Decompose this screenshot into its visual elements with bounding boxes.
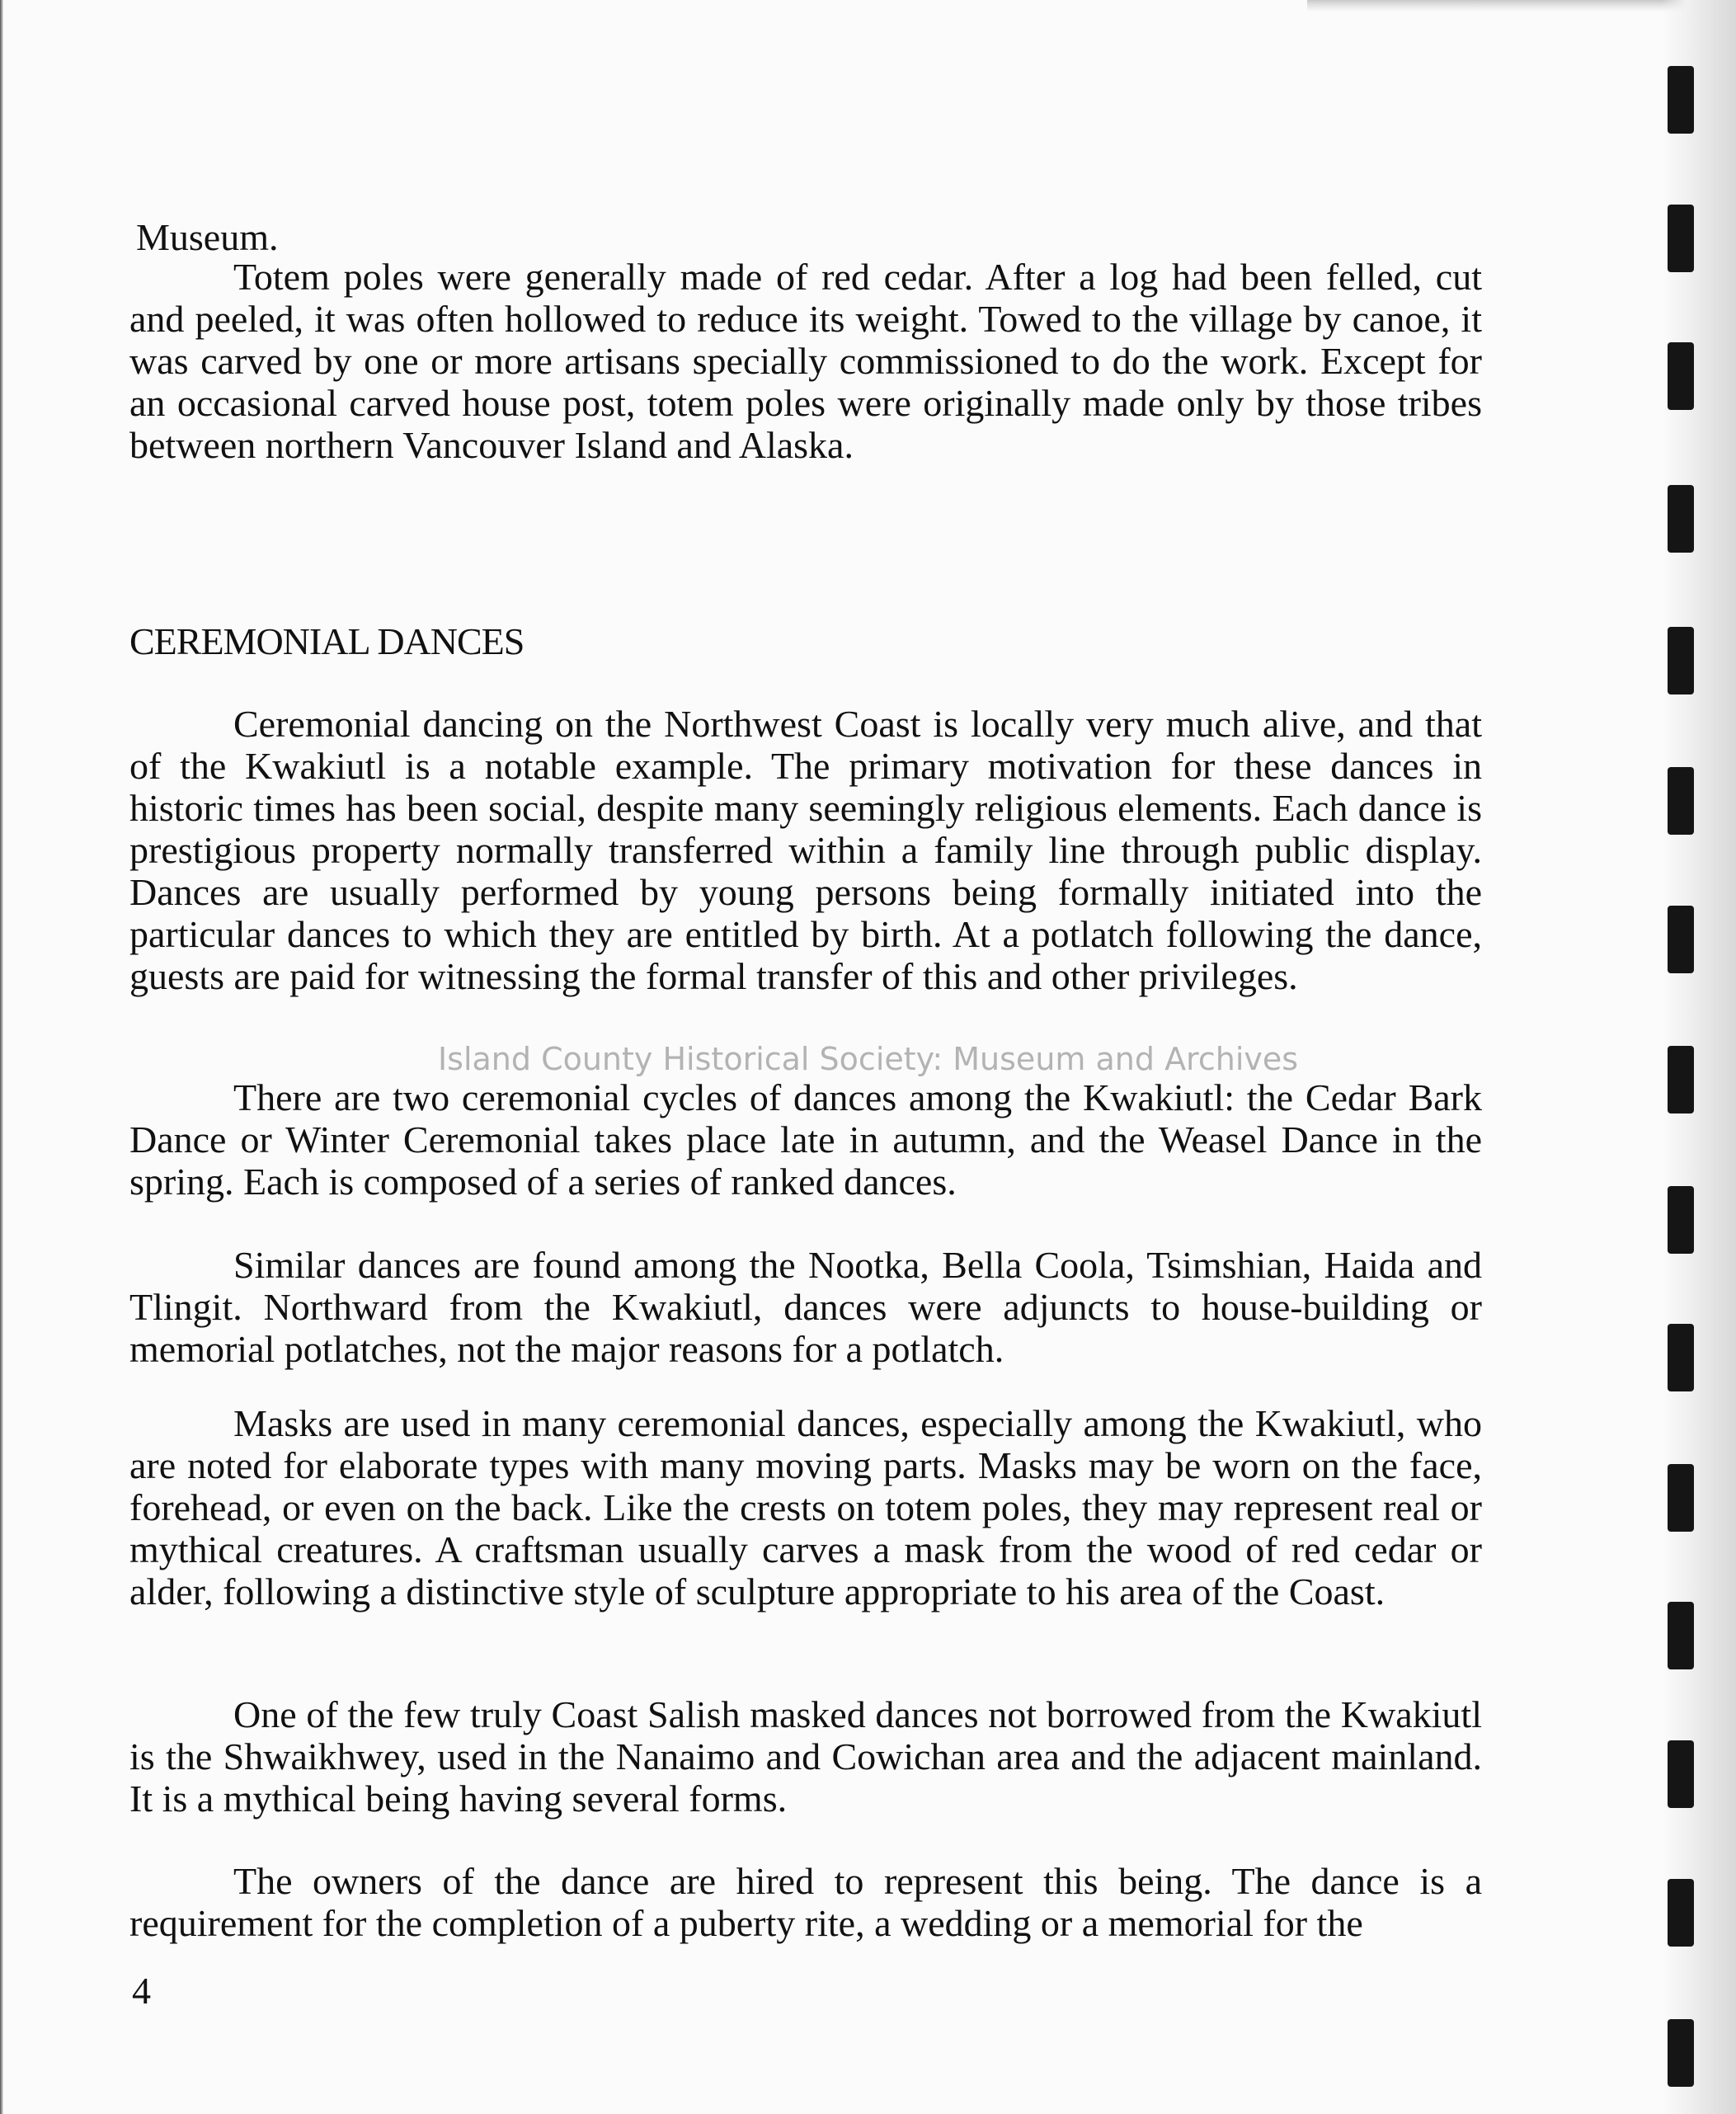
binding-hole [1668,2019,1694,2087]
continued-text: Museum. [136,216,279,258]
binding-hole [1668,1602,1694,1669]
binding-hole [1668,1186,1694,1254]
binding-hole [1668,1324,1694,1391]
paragraph: Masks are used in many ceremonial dances, especially among the Kwakiutl, who are noted for elaborate types with many moving parts. Masks may be worn on the face, forehead, or even on the back. Like the crests on totem poles, they may represent real or mythical creatures. A craftsman usually carves a mask from the wood of red cedar or alder, following a distinctive style of sculpture appropriate to his area of the Coast. [129,1402,1482,1613]
paragraph-totem-poles: Totem poles were generally made of red cedar. After a log had been felled, cut and peeled, it was often hollowed to reduce its weight. Towed to the village by canoe, it was carved by one or more artisans specially commissioned to do the work. Except for an occasional carved house post, totem poles were originally made only by those tribes between northern Vancouver Island and Alaska. [129,256,1482,466]
paragraph: Similar dances are found among the Nootka, Bella Coola, Tsimshian, Haida and Tlingit. Northward from the Kwakiutl, dances were adjuncts to house-building or memorial potlatches, not the major reasons for a potlatch. [129,1244,1482,1370]
binding-hole [1668,767,1694,835]
paragraph: The owners of the dance are hired to represent this being. The dance is a requirement for the completion of a puberty rite, a wedding or a memorial for the [129,1860,1482,1944]
page-number: 4 [132,1970,151,2012]
watermark: Island County Historical Society: Museum and Archives [437,1041,1299,1077]
paragraph: Ceremonial dancing on the Northwest Coast is locally very much alive, and that of the Kwakiutl is a notable example. The primary motivation for these dances in historic times has been social, despite many seemingly religious elements. Each dance is prestigious property normally transferred within a family line through public display. Dances are usually performed by young persons being formally initiated into the particular dances to which they are entitled by birth. At a potlatch following the dance, guests are paid for witnessing the formal transfer of this and other privileges. [129,703,1482,997]
binding-hole [1668,1740,1694,1808]
binding-hole [1668,906,1694,973]
binding-hole [1668,342,1694,410]
binding-hole [1668,66,1694,134]
section-heading: CEREMONIAL DANCES [129,620,525,662]
binding-hole [1668,1879,1694,1947]
binding-hole [1668,1464,1694,1532]
binding-hole [1668,485,1694,553]
paragraph: There are two ceremonial cycles of dances among the Kwakiutl: the Cedar Bark Dance or Winter Ceremonial takes place late in autumn, and the Weasel Dance in the spring. Each is composed of a series of ranked dances. [129,1076,1482,1203]
binding-hole [1668,627,1694,694]
paragraph: One of the few truly Coast Salish masked dances not borrowed from the Kwakiutl is the Shwaikhwey, used in the Nanaimo and Cowichan area and the adjacent mainland. It is a mythical being having several forms. [129,1693,1482,1820]
binding-hole [1668,205,1694,272]
